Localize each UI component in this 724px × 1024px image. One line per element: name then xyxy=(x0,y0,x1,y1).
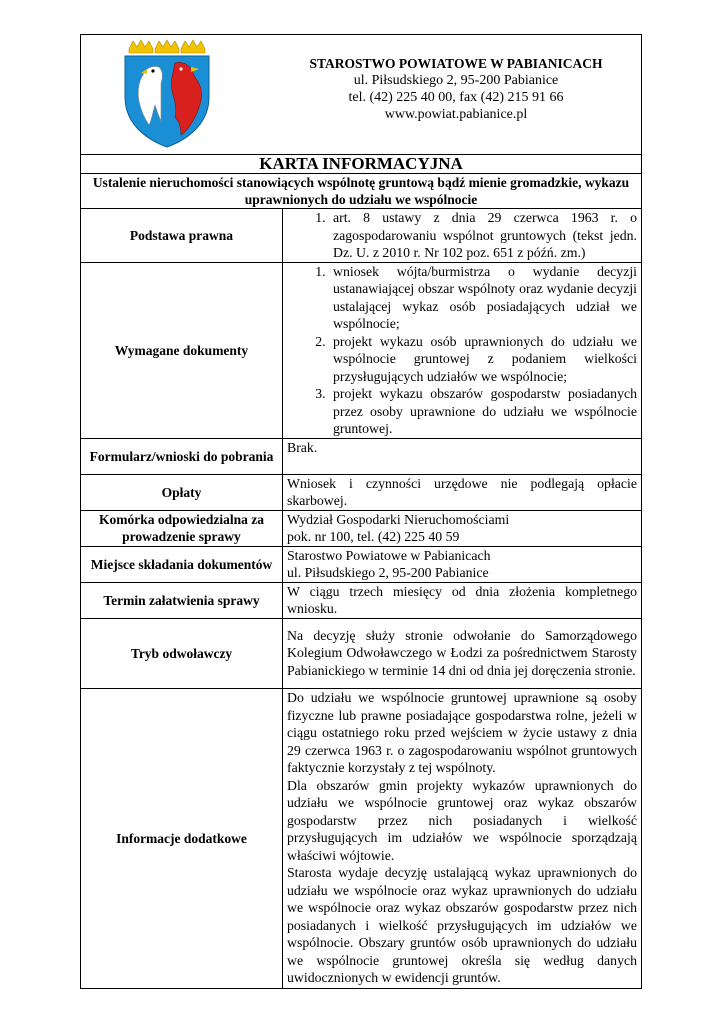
info-table xyxy=(80,34,642,989)
place-address: ul. Piłsudskiego 2, 95-200 Pabianice xyxy=(287,565,489,580)
label-dokumenty: Wymagane dokumenty xyxy=(81,262,283,438)
value-tryb: Na decyzję służy stronie odwołanie do Samorządowego Kolegium Odwoławczego w Łodzi za pośrednictwem Starosty Pabianickiego w terminie 14 dni od dnia jej doręczenia stronie. xyxy=(283,618,642,688)
label-informacje: Informacje dodatkowe xyxy=(81,688,283,988)
value-informacje xyxy=(283,688,642,988)
label-komorka: Komórka odpowiedzialna za prowadzenie sprawy xyxy=(81,510,283,546)
label-miejsce: Miejsce składania dokumentów xyxy=(81,546,283,582)
institution-block xyxy=(271,55,641,123)
institution-name: STAROSTWO POWIATOWE W PABIANICACH xyxy=(309,56,603,71)
info-paragraph: Do udziału we wspólnocie gruntowej uprawnione są osoby fizyczne lub prawne posiadające gospodarstwa rolne, jeżeli w ciągu ostatniego roku przed wejściem w życie ustawy z dnia 29 czerwca 1963 r. o zagospodarowaniu wspólnot gruntowych faktycznie korzystały z tej wspólnoty. xyxy=(287,690,637,776)
institution-website[interactable]: www.powiat.pabianice.pl xyxy=(384,107,528,122)
institution-address: ul. Piłsudskiego 2, 95-200 Pabianice xyxy=(353,73,559,88)
label-formularz: Formularz/wnioski do pobrania xyxy=(81,438,283,474)
list-item: 1. wniosek wójta/burmistrza o wydanie decyzji ustanawiającej obszar wspólnoty oraz wydanie decyzji ustalającej wykaz osób posiadających udział we wspólnocie; xyxy=(329,263,637,333)
place-name: Starostwo Powiatowe w Pabianicach xyxy=(287,547,491,563)
info-card xyxy=(80,34,641,989)
label-tryb: Tryb odwoławczy xyxy=(81,618,283,688)
department-contact: pok. nr 100, tel. (42) 225 40 59 xyxy=(287,529,460,544)
department-name: Wydział Gospodarki Nieruchomościami xyxy=(287,511,510,527)
label-oplaty: Opłaty xyxy=(81,474,283,510)
info-paragraph: Dla obszarów gmin projekty wykazów uprawnionych do udziału we wspólnocie gruntowej oraz wykaz obszarów gospodarstw przez nich posiadanych i wielkość przysługujących im udziałów we wspólnocie sporządzają właściwi wójtowie. xyxy=(287,777,637,863)
institution-phone: tel. (42) 225 40 00, fax (42) 215 91 66 xyxy=(348,90,564,105)
value-formularz: Brak. xyxy=(283,438,642,474)
label-termin: Termin załatwienia sprawy xyxy=(81,582,283,618)
value-podstawa xyxy=(283,209,642,263)
value-miejsce xyxy=(283,546,642,582)
list-item: 2. projekt wykazu osób uprawnionych do udziału we wspólnocie gruntowej z podaniem wielkości przysługujących udziałów we wspólnocie; xyxy=(329,333,637,386)
value-termin: W ciągu trzech miesięcy od dnia złożenia kompletnego wniosku. xyxy=(283,582,642,618)
value-komorka xyxy=(283,510,642,546)
label-podstawa: Podstawa prawna xyxy=(81,209,283,263)
card-title: KARTA INFORMACYJNA xyxy=(81,155,642,174)
list-item: 1. art. 8 ustawy z dnia 29 czerwca 1963 r. o zagospodarowaniu wspólnot gruntowych (tekst jedn. Dz. U. z 2010 r. Nr 102 poz. 651 z późń. zm.) xyxy=(329,209,637,262)
value-dokumenty xyxy=(283,262,642,438)
header xyxy=(81,35,642,155)
value-oplaty: Wniosek i czynności urzędowe nie podlegają opłacie skarbowej. xyxy=(283,474,642,510)
card-subtitle: Ustalenie nieruchomości stanowiących wspólnotę gruntową bądź mienie gromadzkie, wykazu uprawnionych do udziału we wspólnocie xyxy=(81,174,642,209)
info-paragraph: Starosta wydaje decyzję ustalającą wykaz uprawnionych do udziału we wspólnocie oraz wykaz uprawnionych do udziału we wspólnocie oraz wykaz obszarów gospodarstw przez nich posiadanych i wielkość przysługujących im udziałów we wspólnocie. Obszary gruntów osób uprawnionych do udziału we wspólnocie gruntowej określa się według danych uwidocznionych w ewidencji gruntów. xyxy=(287,865,637,986)
list-item: 3. projekt wykazu obszarów gospodarstw posiadanych przez osoby uprawnione do udziału we wspólnocie gruntowej. xyxy=(329,385,637,438)
coat-of-arms-icon xyxy=(119,39,215,149)
